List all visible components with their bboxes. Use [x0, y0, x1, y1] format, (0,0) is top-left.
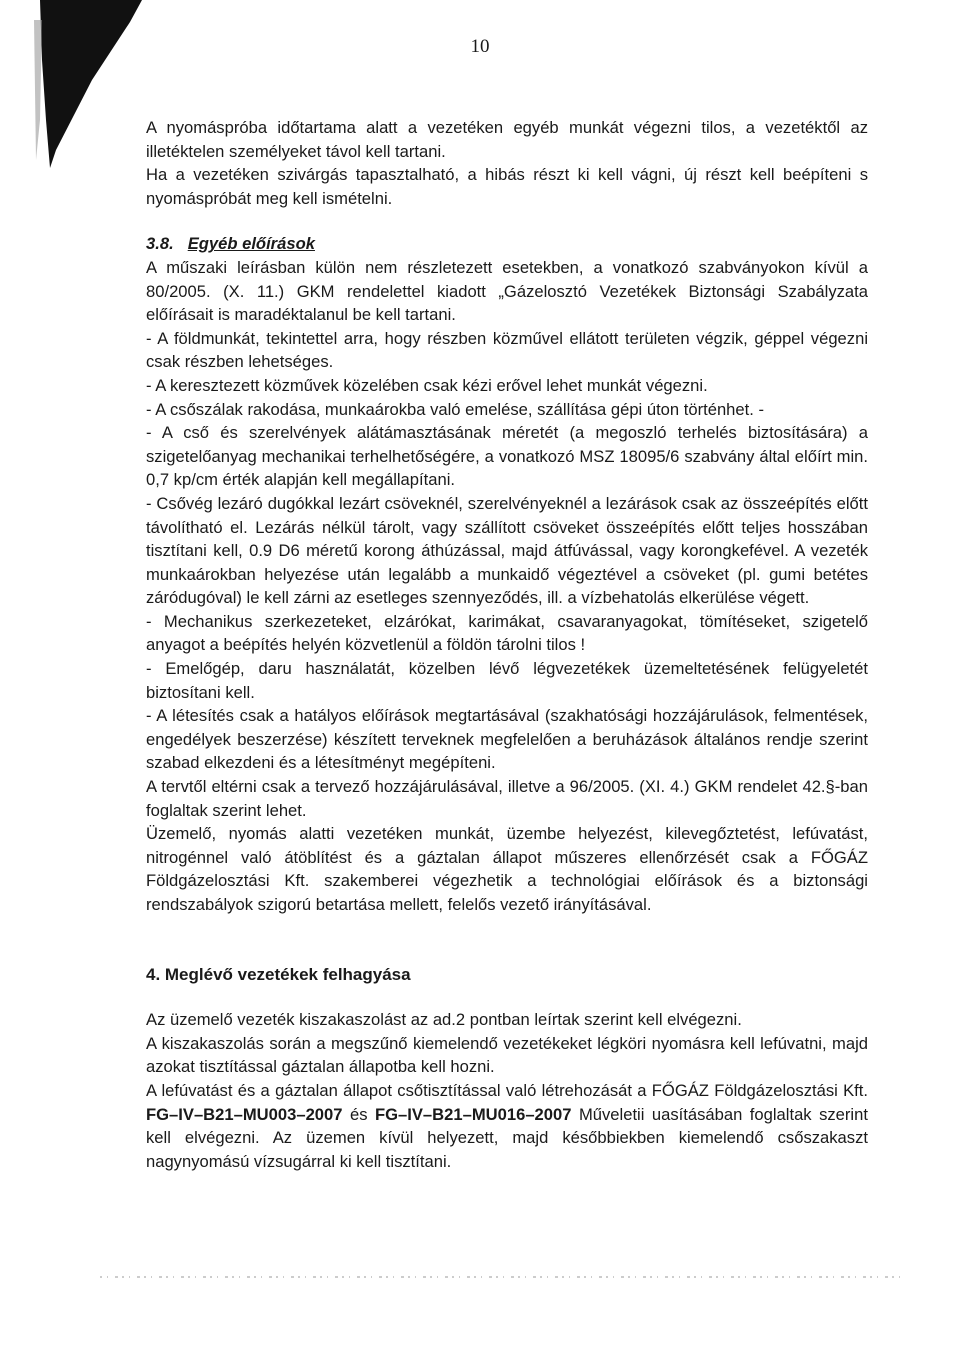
section-title: Egyéb előírások: [187, 234, 315, 254]
standard-code-2: FG–IV–B21–MU016–2007: [374, 1104, 572, 1124]
final-text-part1: A lefúvatást és a gáztalan állapot csőtisztítással való létrehozását a FŐGÁZ Földgázelosztási Kft.: [146, 1080, 868, 1100]
section-4-paragraph: Az üzemelő vezeték kiszakaszolást az ad.2 pontban leírtak szerint kell elvégezni.: [146, 1010, 742, 1030]
section-3-8-paragraph: - A létesítés csak a hatályos előírások megtartásával (szakhatósági hozzájárulások, felmentések, engedélyek beszerzése) készített terveknek megfelelően a beruházások általános rendje szerint szabad elkezdeni és a létesítményt megépíteni.: [146, 706, 868, 773]
section-3-8-paragraph: A tervtől eltérni csak a tervező hozzájárulásával, illetve a 96/2005. (XI. 4.) GKM rendelet 42.§-ban foglaltak szerint lehet.: [146, 777, 868, 820]
section-3-8-paragraph: - A keresztezett közművek közelében csak kézi erővel lehet munkát végezni.: [146, 375, 708, 395]
section-4-heading: 4. Meglévő vezetékek felhagyása: [146, 964, 411, 984]
section-3-8-paragraph: - A csőszálak rakodása, munkaárokba való emelése, szállítása gépi úton történhet. -: [146, 399, 764, 419]
section-3-8-paragraph: - Csővég lezáró dugókkal lezárt csöveknél, szerelvényeknél a lezárások csak az összeépítés előtt távolítható el. Lezárás nélkül tárolt, vagy szállított csöveket összeépítés előtt teljes hosszában tisztítani kell, 0.9 D6 méretű korong áthúzással, majd átfúvással, vagy korongkefével. A vezeték munkaárokban helyezése után legalább a munkaidő végeztével a csöveket (pl. gumi betétes záródugóval) le kell zárni az esetleges szennyeződés, ill. a vízbehatolás elkerülése végett.: [146, 493, 868, 608]
intro-paragraph-1: A nyomáspróba időtartama alatt a vezetéken egyéb munkát végezni tilos, a vezetéktől az illetéktelen személyeket távol kell tartani.: [146, 118, 868, 161]
section-4-final-paragraph: [146, 1079, 868, 1173]
section-3-8-paragraph: - A földmunkát, tekintettel arra, hogy részben közművel ellátott területen végzik, géppel végezni csak részben lehetséges.: [146, 328, 868, 372]
section-3-8-heading: [146, 232, 868, 256]
section-3-8-paragraph: Üzemelő, nyomás alatti vezetéken munkát, üzembe helyezést, kilevegőztetést, lefúvatást, nitrogénnel való átöblítést és a gáztalan állapot műszeres ellenőrzését csak a FŐGÁZ Földgázelosztási Kft. szakemberei végezhetik a technológiai előírások és a biztonsági rendszabályok szigorú betartása mellett, felelős vezető irányításával.: [146, 824, 868, 914]
document-body: [146, 116, 868, 1173]
page-number: 10: [470, 36, 490, 57]
section-3-8-paragraph: A műszaki leírásban külön nem részletezett esetekben, a vonatkozó szabványokon kívül a 80/2005. (X. 11.) GKM rendelettel kiadott „Gázelosztó Vezetékek Biztonsági Szabályzata előírásait is maradéktalanul be kell tartani.: [146, 257, 868, 325]
section-3-8-paragraph: - Emelőgép, daru használatát, közelben lévő légvezetékek üzemeltetésének felügyeletét biztosítani kell.: [146, 659, 868, 702]
section-3-8-paragraph: - A cső és szerelvények alátámasztásának méretét (a megoszló terhelés biztosítására) a szigetelőanyag mechanikai terhelhetőségére, a vonatkozó MSZ 18095/6 szabvány által előírt min. 0,7 kp/cm érték alapján kell megállapítani.: [146, 423, 868, 490]
scan-noise-line: [0, 1272, 960, 1282]
section-3-8-paragraph: - Mechanikus szerkezeteket, elzárókat, karimákat, csavaranyagokat, tömítéseket, szigetelő anyagot a beépítés helyén közvetlenül a földön tárolni tilos !: [146, 611, 868, 655]
final-text-connector: és: [349, 1104, 368, 1124]
final-text-part2: Műveletii uasításában foglaltak szerint kell elvégezni. Az üzemen kívül helyezett, majd későbbiekben kiemelendő csőszakaszt nagynyomású vízsugárral ki kell tisztítani.: [146, 1104, 868, 1171]
intro-paragraph-2: Ha a vezetéken szivárgás tapasztalható, a hibás részt ki kell vágni, új részt kell beépíteni s nyomáspróbát meg kell ismételni.: [146, 165, 868, 208]
scan-corner-mark: [32, 0, 142, 170]
standard-code-1: FG–IV–B21–MU003–2007: [146, 1104, 343, 1124]
section-number: 3.8.: [146, 234, 174, 254]
section-4-paragraph: A kiszakaszolás során a megszűnő kiemelendő vezetékeket légköri nyomásra kell lefúvatni, majd azokat tisztítással gáztalan állapotba kell hozni.: [146, 1033, 868, 1077]
